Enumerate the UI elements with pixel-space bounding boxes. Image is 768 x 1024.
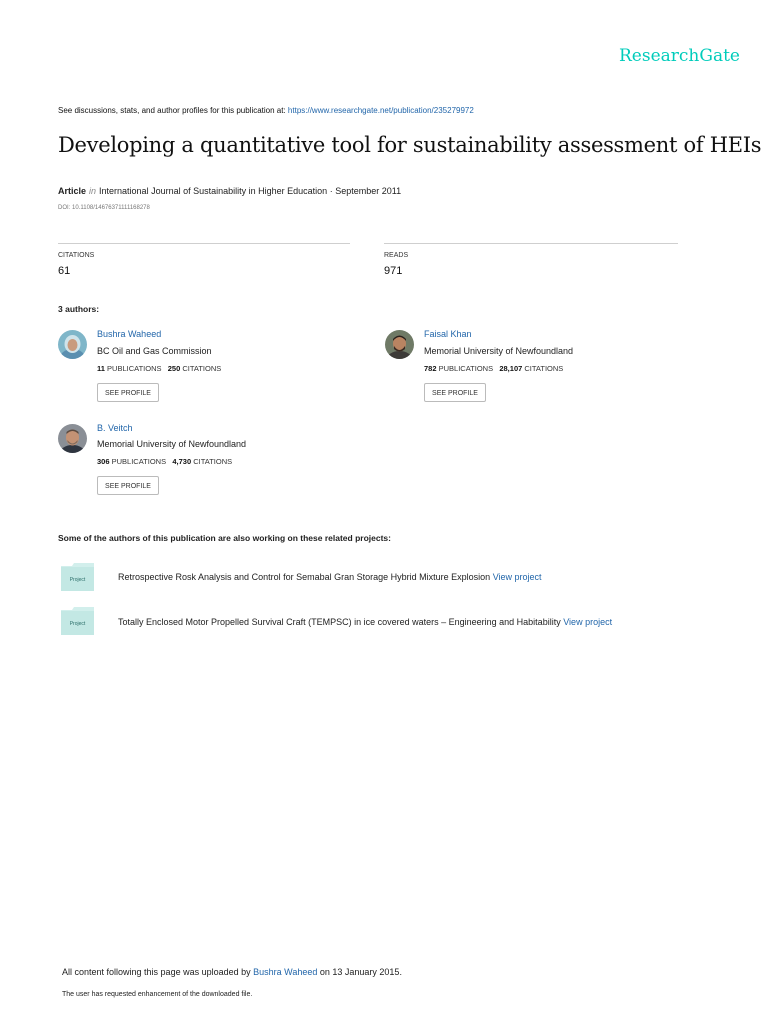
journal-name: International Journal of Sustainability in Higher Education xyxy=(99,186,328,196)
related-projects-heading: Some of the authors of this publication are also working on these related projects: xyxy=(58,533,391,543)
intro-prefix: See discussions, stats, and author profiles for this publication at: xyxy=(58,106,286,115)
author-citations-count: 28,107 xyxy=(499,364,523,373)
intro-line xyxy=(58,106,474,115)
project-icon-label: Project xyxy=(69,577,86,583)
avatar-photo-icon xyxy=(385,330,414,359)
publication-type: Article xyxy=(58,186,87,196)
author-stats xyxy=(424,364,563,373)
reads-divider xyxy=(384,243,678,244)
reads-label: READS xyxy=(384,252,409,259)
avatar-bushra-waheed[interactable] xyxy=(58,330,87,359)
publication-title: Developing a quantitative tool for sustainability assessment of HEIs xyxy=(58,133,762,157)
project-folder-icon xyxy=(61,607,94,635)
citations-value: 61 xyxy=(58,265,71,277)
publication-url-link[interactable]: https://www.researchgate.net/publication/235279972 xyxy=(287,106,474,115)
citations-label: CITATIONS xyxy=(193,457,233,466)
publication-doi: DOI: 10.1108/14676371111168278 xyxy=(58,205,150,211)
citations-label: CITATIONS xyxy=(58,252,95,259)
in-word: in xyxy=(89,186,97,196)
authors-heading: 3 authors: xyxy=(58,304,100,314)
avatar-b-veitch[interactable] xyxy=(58,424,87,453)
publication-date: September 2011 xyxy=(335,186,402,196)
citations-label: CITATIONS xyxy=(524,364,564,373)
citations-label: CITATIONS xyxy=(182,364,222,373)
upload-suffix: on 13 January 2015. xyxy=(319,967,402,977)
publications-label: PUBLICATIONS xyxy=(438,364,494,373)
author-name-link[interactable]: Bushra Waheed xyxy=(97,329,162,339)
citations-divider xyxy=(58,243,350,244)
author-name-link[interactable]: B. Veitch xyxy=(97,423,133,433)
author-publications-count: 11 xyxy=(97,364,105,373)
meta-separator: · xyxy=(329,186,333,196)
author-institution: Memorial University of Newfoundland xyxy=(424,346,574,356)
project-icon-label: Project xyxy=(69,621,86,627)
see-profile-button[interactable]: SEE PROFILE xyxy=(97,383,159,402)
author-publications-count: 782 xyxy=(424,364,437,373)
project-item xyxy=(118,617,612,627)
upload-prefix: All content following this page was uploaded by xyxy=(62,967,251,977)
author-publications-count: 306 xyxy=(97,457,110,466)
reads-value: 971 xyxy=(384,265,403,277)
see-profile-button[interactable]: SEE PROFILE xyxy=(97,476,159,495)
avatar-faisal-khan[interactable] xyxy=(385,330,414,359)
researchgate-logo[interactable]: ResearchGate xyxy=(619,46,740,66)
view-project-link[interactable]: View project xyxy=(492,572,542,582)
author-institution: BC Oil and Gas Commission xyxy=(97,346,212,356)
author-name-link[interactable]: Faisal Khan xyxy=(424,329,472,339)
avatar-photo-icon xyxy=(58,330,87,359)
publications-label: PUBLICATIONS xyxy=(111,457,167,466)
publications-label: PUBLICATIONS xyxy=(107,364,162,373)
author-institution: Memorial University of Newfoundland xyxy=(97,439,247,449)
author-stats xyxy=(97,457,232,466)
publication-meta xyxy=(58,186,401,196)
project-title: Retrospective Rosk Analysis and Control for Semabal Gran Storage Hybrid Mixture Explosion xyxy=(118,572,491,582)
upload-notice xyxy=(62,967,402,977)
avatar-photo-icon xyxy=(58,424,87,453)
view-project-link[interactable]: View project xyxy=(563,617,613,627)
uploader-link[interactable]: Bushra Waheed xyxy=(253,967,318,977)
author-citations-count: 4,730 xyxy=(172,457,192,466)
see-profile-button[interactable]: SEE PROFILE xyxy=(424,383,486,402)
project-item xyxy=(118,572,542,582)
author-citations-count: 250 xyxy=(167,364,181,373)
project-folder-icon xyxy=(61,563,94,591)
enhancement-note: The user has requested enhancement of the downloaded file. xyxy=(62,991,253,998)
author-stats xyxy=(97,364,221,373)
project-title: Totally Enclosed Motor Propelled Survival Craft (TEMPSC) in ice covered waters – Engineering and Habitability xyxy=(118,617,561,627)
